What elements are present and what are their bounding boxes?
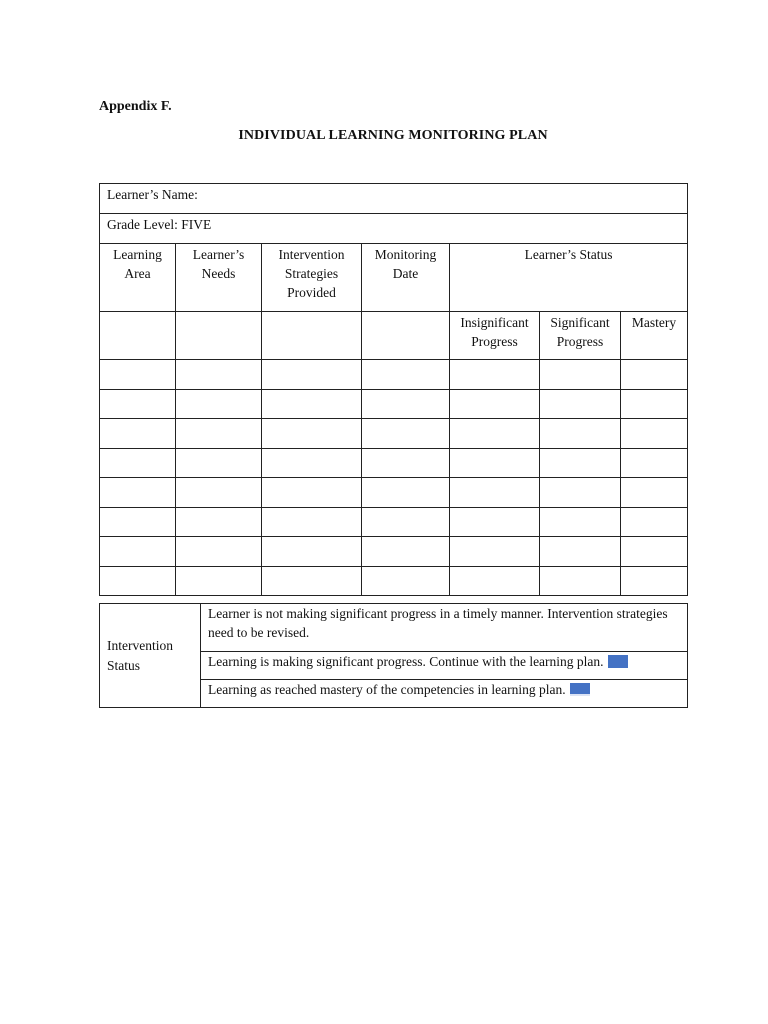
blank-cell[interactable] bbox=[100, 448, 176, 478]
header-learners-status-label: Learner’s Status bbox=[524, 247, 613, 262]
blank-cell[interactable] bbox=[540, 507, 621, 537]
header-learners-needs-label: Learner’s Needs bbox=[192, 247, 245, 281]
blank-cell[interactable] bbox=[450, 537, 540, 567]
blank-cell[interactable] bbox=[262, 360, 362, 390]
blank-cell[interactable] bbox=[262, 389, 362, 419]
blank-cell[interactable] bbox=[621, 448, 688, 478]
header-insignificant-progress-label: Insignificant Progress bbox=[460, 315, 529, 349]
status-option-mastery[interactable] bbox=[201, 680, 688, 708]
blank-cell[interactable] bbox=[621, 537, 688, 567]
blank-cell[interactable] bbox=[262, 419, 362, 449]
table-row bbox=[100, 419, 688, 449]
grade-level-label: Grade Level: FIVE bbox=[107, 217, 212, 232]
table-row bbox=[100, 507, 688, 537]
blank-cell[interactable] bbox=[362, 389, 450, 419]
header-mastery-label: Mastery bbox=[631, 315, 677, 330]
status-option-revise[interactable] bbox=[201, 604, 688, 652]
status-option-continue-text: Learning is making significant progress. Continue with the learning plan. bbox=[208, 654, 604, 669]
blank-cell[interactable] bbox=[262, 537, 362, 567]
blank-cell[interactable] bbox=[362, 312, 450, 360]
blank-cell[interactable] bbox=[262, 448, 362, 478]
header-intervention-strategies-label: Intervention Strategies Provided bbox=[278, 247, 345, 300]
blank-cell[interactable] bbox=[621, 507, 688, 537]
blank-cell[interactable] bbox=[540, 448, 621, 478]
monitoring-plan-table bbox=[99, 183, 688, 596]
blank-cell[interactable] bbox=[540, 360, 621, 390]
header-insignificant-progress bbox=[450, 312, 540, 360]
blank-cell[interactable] bbox=[621, 478, 688, 508]
blank-cell[interactable] bbox=[450, 566, 540, 596]
table-row bbox=[100, 478, 688, 508]
table-row bbox=[100, 566, 688, 596]
blank-cell[interactable] bbox=[540, 566, 621, 596]
blank-cell[interactable] bbox=[176, 419, 262, 449]
status-option-mastery-text: Learning as reached mastery of the competencies in learning plan. bbox=[208, 682, 566, 697]
blank-cell[interactable] bbox=[262, 507, 362, 537]
blank-cell[interactable] bbox=[540, 478, 621, 508]
blank-cell[interactable] bbox=[362, 566, 450, 596]
blank-cell[interactable] bbox=[450, 448, 540, 478]
blank-cell[interactable] bbox=[450, 389, 540, 419]
blank-cell[interactable] bbox=[540, 537, 621, 567]
appendix-label: Appendix F. bbox=[99, 99, 172, 114]
checkbox-icon[interactable] bbox=[570, 683, 590, 696]
blank-cell[interactable] bbox=[100, 389, 176, 419]
blank-cell[interactable] bbox=[362, 478, 450, 508]
header-learners-status bbox=[450, 244, 688, 312]
document-title: INDIVIDUAL LEARNING MONITORING PLAN bbox=[238, 128, 548, 143]
blank-cell[interactable] bbox=[100, 507, 176, 537]
header-learners-needs bbox=[176, 244, 262, 312]
blank-cell[interactable] bbox=[621, 419, 688, 449]
learner-name-label: Learner’s Name: bbox=[107, 187, 198, 202]
status-option-continue[interactable] bbox=[201, 652, 688, 680]
blank-cell[interactable] bbox=[362, 419, 450, 449]
blank-cell[interactable] bbox=[100, 360, 176, 390]
blank-cell[interactable] bbox=[362, 537, 450, 567]
header-monitoring-date-label: Monitoring Date bbox=[374, 247, 437, 281]
grade-level-cell bbox=[100, 214, 688, 244]
blank-cell[interactable] bbox=[100, 566, 176, 596]
blank-cell[interactable] bbox=[262, 566, 362, 596]
header-learning-area-label: Learning Area bbox=[113, 247, 162, 281]
blank-cell[interactable] bbox=[362, 448, 450, 478]
header-significant-progress-label: Significant Progress bbox=[550, 315, 610, 349]
blank-cell[interactable] bbox=[621, 360, 688, 390]
intervention-status-label: Intervention Status bbox=[107, 637, 173, 673]
blank-cell[interactable] bbox=[100, 478, 176, 508]
blank-cell[interactable] bbox=[362, 360, 450, 390]
blank-cell[interactable] bbox=[176, 507, 262, 537]
table-row bbox=[100, 448, 688, 478]
learner-name-cell[interactable] bbox=[100, 184, 688, 214]
intervention-status-table bbox=[99, 603, 688, 708]
blank-cell[interactable] bbox=[621, 566, 688, 596]
blank-cell[interactable] bbox=[176, 389, 262, 419]
blank-cell[interactable] bbox=[262, 312, 362, 360]
blank-cell[interactable] bbox=[540, 389, 621, 419]
blank-cell[interactable] bbox=[176, 478, 262, 508]
blank-cell[interactable] bbox=[621, 389, 688, 419]
blank-cell[interactable] bbox=[450, 507, 540, 537]
blank-cell[interactable] bbox=[450, 360, 540, 390]
blank-cell[interactable] bbox=[176, 312, 262, 360]
intervention-status-label-cell bbox=[100, 604, 201, 708]
table-row bbox=[100, 360, 688, 390]
blank-cell[interactable] bbox=[540, 419, 621, 449]
blank-cell[interactable] bbox=[450, 419, 540, 449]
table-row bbox=[100, 537, 688, 567]
blank-cell[interactable] bbox=[262, 478, 362, 508]
checkbox-icon[interactable] bbox=[608, 655, 628, 668]
status-option-revise-text: Learner is not making significant progress in a timely manner. Intervention strategies need to be revised. bbox=[208, 606, 668, 640]
header-intervention-strategies bbox=[262, 244, 362, 312]
blank-cell[interactable] bbox=[100, 312, 176, 360]
blank-cell[interactable] bbox=[176, 537, 262, 567]
blank-cell[interactable] bbox=[176, 566, 262, 596]
header-learning-area bbox=[100, 244, 176, 312]
header-mastery bbox=[621, 312, 688, 360]
blank-cell[interactable] bbox=[176, 448, 262, 478]
blank-cell[interactable] bbox=[100, 537, 176, 567]
blank-cell[interactable] bbox=[362, 507, 450, 537]
blank-cell[interactable] bbox=[100, 419, 176, 449]
table-row bbox=[100, 389, 688, 419]
header-monitoring-date bbox=[362, 244, 450, 312]
header-significant-progress bbox=[540, 312, 621, 360]
blank-cell[interactable] bbox=[176, 360, 262, 390]
blank-cell[interactable] bbox=[450, 478, 540, 508]
